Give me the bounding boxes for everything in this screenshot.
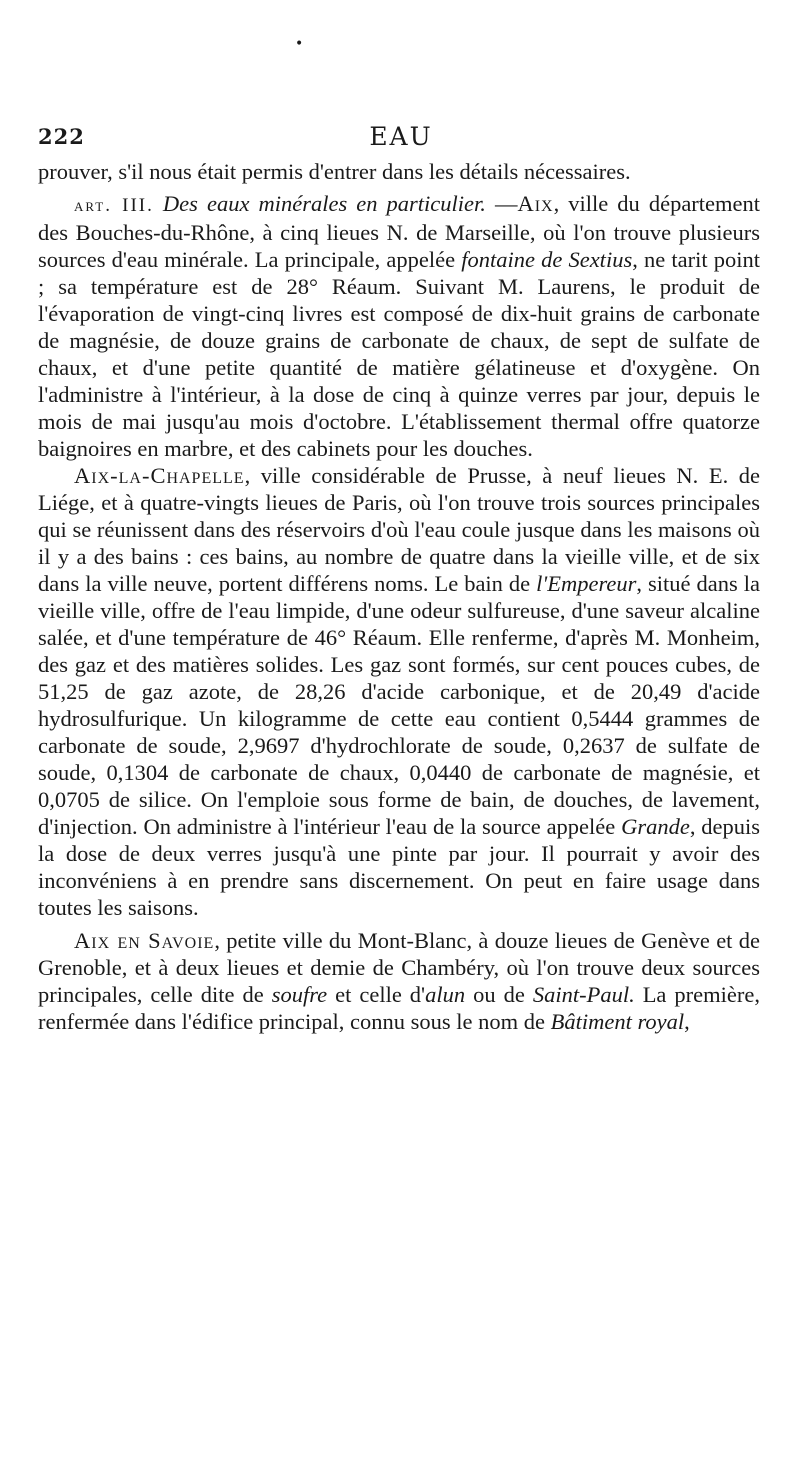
savoie-text-3: ou de [465,982,533,1007]
paragraph-article-iii [38,190,760,462]
building-name: Bâtiment royal [550,1009,685,1034]
source-name-alun: alun [425,982,466,1007]
place-name-aix-en-savoie: Aix en Savoie [74,928,215,953]
source-name-saint-paul: Saint-Paul. [532,982,635,1007]
ink-mark: • [295,36,304,52]
chapelle-text-3: , depuis la dose de deux verres jusqu'à une pinte par jour. Il pourrait y avoir des inconvéniens à en prendre sans discernement. On peut en faire usage dans toutes les saisons. [38,814,760,920]
source-name-soufre: soufre [271,982,328,1007]
savoie-text-2: et celle d' [327,982,426,1007]
aix-text-2: , ne tarit point ; sa température est de 28° Réaum. Suivant M. Laurens, le produit de l'évaporation de vingt-cinq livres est composé de dix-huit grains de carbonate de magnésie, de douze grains de carbonate de chaux, de sept de sulfate de chaux, et d'une petite quantité de matière gélatineuse et d'oxygène. On l'administre à l'intérieur, à la dose de cinq à quinze verres par jour, depuis le mois de mai jusqu'au mois d'octobre. L'établissement thermal offre quatorze baignoires en marbre, et des cabinets pour les douches. [38,247,760,461]
place-name-aix: Aix [517,191,554,216]
chapelle-text-2: , situé dans la vieille ville, offre de l'eau limpide, d'une odeur sulfureuse, d'une saveur alcaline salée, et d'une température de 46° Réaum. Elle renferme, d'après M. Monheim, des gaz et des matières solides. Les gaz sont formés, sur cent pouces cubes, de 51,25 de gaz azote, de 28,26 d'acide carbonique, et de 20,49 d'acide hydrosulfurique. Un kilogramme de cette eau contient 0,5444 grammes de carbonate de soude, 2,9697 d'hydrochlorate de soude, 0,2637 de sulfate de soude, 0,1304 de carbonate de chaux, 0,0440 de carbonate de magnésie, et 0,0705 de silice. On l'emploie sous forme de bain, de douches, de lavement, d'injection. On administre à l'intérieur l'eau de la source appelée [38,571,760,839]
page-number: 222 [38,124,85,149]
savoie-text-4: La première, renfermée dans l'édifice principal, connu sous le nom de [38,982,760,1034]
chapelle-text-1: , ville considérable de Prusse, à neuf lieues N. E. de Liége, et à quatre-vingts lieues de Paris, où l'on trouve trois sources principales qui se réunissent dans des réservoirs d'où l'eau coule jusque dans les maisons où il y a des bains : ces bains, au nombre de quatre dans la vieille ville, et de six dans la ville neuve, portent différens noms. Le bain de [38,463,760,596]
fountain-name: fontaine de Sextius [461,247,633,272]
article-heading: Des eaux minérales en particulier. [162,191,486,216]
running-header [38,122,764,154]
source-name-grande: Grande [621,814,690,839]
savoie-text-5: , [684,1009,690,1034]
article-dash: — [485,191,518,216]
savoie-text-1: , petite ville du Mont-Blanc, à douze lieues de Genève et de Grenoble, et à deux lieues et demie de Chambéry, où l'on trouve deux sources principales, celle dite de [38,928,760,1007]
page-text [38,158,760,1035]
continuation-paragraph: prouver, s'il nous était permis d'entrer dans les détails nécessaires. [38,159,631,184]
place-name-aix-la-chapelle: Aix-la-Chapelle [74,463,245,488]
article-label: art. III. [74,195,154,216]
bain-name: l'Empereur [536,571,637,596]
running-title: EAU [369,122,433,151]
paragraph-aix-la-chapelle [38,462,760,921]
aix-text-1: , ville du département des Bouches-du-Rhône, à cinq lieues N. de Marseille, où l'on trouve plusieurs sources d'eau minérale. La principale, appelée [38,191,761,272]
paragraph-aix-en-savoie [38,927,760,1035]
